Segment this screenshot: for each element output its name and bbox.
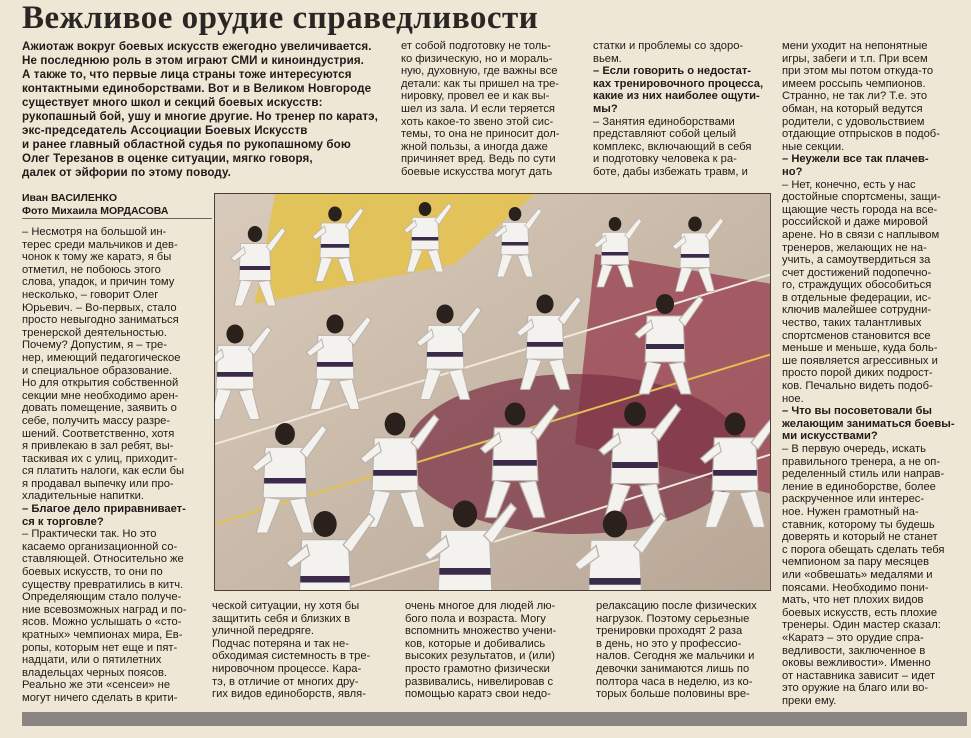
text-line: жной пользы, а иногда даже (401, 140, 548, 153)
text-line: игры, забеги и т.п. При всем (782, 52, 928, 65)
text-line: нер, имеющий педагогическое (22, 351, 181, 364)
interview-question-line: – Что вы посоветовали бы (782, 405, 932, 418)
text-line: хоть какое-то звено этой сис- (401, 115, 554, 128)
text-line: ключив малейшее сотрудни- (782, 304, 932, 317)
text-line: чонок к тому же каратэ, я бы (22, 251, 172, 264)
text-line: я продавал выпечку или про- (22, 477, 174, 490)
lead-paragraph (22, 40, 392, 180)
article-column-2-top (401, 40, 587, 179)
text-line: учить, а самоутвердиться за (782, 254, 931, 267)
text-line: могут ничего сделать в крити- (22, 691, 178, 704)
text-line: ков, которые и добивались (405, 637, 546, 650)
text-line: и подготовку человека к ра- (593, 153, 737, 166)
article-column-1 (22, 226, 212, 705)
text-line: го, страждущих обособиться (782, 279, 932, 292)
article-column-3-top (593, 40, 769, 179)
text-line: поясами. Необходимо пони- (782, 581, 929, 594)
text-line: это оружие на благо или во- (782, 682, 929, 695)
text-line: просто порой диких подрост- (782, 367, 933, 380)
text-line: тренеры. Один мастер сказал: (782, 619, 941, 632)
text-line: при этом мы потом откуда-то (782, 65, 934, 78)
interview-question-line: мы? (593, 102, 618, 115)
interview-question-line: но? (782, 165, 803, 178)
text-line: высоких результатов, и (или) (405, 650, 555, 663)
text-line: Реально же эти «сенсеи» не (22, 679, 171, 692)
text-line: Определяющим стало получе- (22, 591, 182, 604)
text-line: чемпионом за пару месяцев (782, 556, 930, 569)
text-line: вьем. (593, 52, 622, 65)
lead-line: Ажиотаж вокруг боевых искусств ежегодно увеличивается. (22, 40, 372, 53)
text-line: боевые искусства могут дать (401, 165, 553, 178)
article-column-2-bottom (212, 600, 398, 701)
text-line: шений. Соответственно, хотя (22, 427, 175, 440)
text-line: нировку, провел ее и как вы- (401, 90, 550, 103)
text-line: торых больше половины вре- (596, 688, 750, 701)
text-line: чество, таких талантливых (782, 317, 922, 330)
text-line: или «обвешать» медалями и (782, 568, 933, 581)
byline (22, 192, 212, 217)
text-line: отметил, не побоюсь этого (22, 263, 161, 276)
text-line: таскивая их с улиц, приходит- (22, 452, 178, 465)
text-line: от наставника зависит – идет (782, 669, 935, 682)
text-line: ставляющей. Относительно же (22, 553, 184, 566)
text-line: – Несмотря на большой ин- (22, 226, 167, 238)
text-line: Юрьевич. – Во-первых, стало (22, 301, 177, 314)
lead-line: Олег Терезанов в оценке ситуации, мягко говоря, (22, 152, 313, 165)
text-line: правильного тренера, а не оп- (782, 455, 941, 468)
text-line: уличной передряге. (212, 625, 315, 638)
text-line: меньше и меньше, куда боль- (782, 342, 938, 355)
interview-question-line: – Если говорить о недостат- (593, 65, 752, 78)
text-line: ясов. Можно услышать о «сто- (22, 616, 182, 629)
text-line: обходимая системность в тре- (212, 650, 371, 663)
text-line: и специальное образование. (22, 364, 173, 377)
text-line: в день, но это у профессио- (596, 637, 742, 650)
headline: Вежливое орудие справедливости (22, 0, 539, 36)
text-line: нировочном процессе. Кара- (212, 662, 362, 675)
text-line: развивались, нивелировав с (405, 675, 554, 688)
text-line: ков. Печально видеть подоб- (782, 380, 933, 393)
text-line: ление в единоборстве, более (782, 480, 936, 493)
text-line: ропы, которым нет еще и пят- (22, 641, 178, 654)
byline-author: Иван ВАСИЛЕНКО (22, 192, 118, 204)
text-line: мени уходит на непонятные (782, 40, 928, 52)
text-line: ную, духовную, где важны все (401, 65, 558, 78)
text-line: Странно, не так ли? Т.е. это (782, 90, 928, 103)
photo-illustration (215, 194, 771, 591)
byline-divider (22, 218, 212, 219)
text-line: ся платить налоги, как если бы (22, 465, 185, 478)
text-line: ческой ситуации, ну хотя бы (212, 600, 360, 612)
article-column-3-bottom (405, 600, 591, 701)
lead-line: контактными единоборствами. Вот и в Великом Новгороде (22, 82, 372, 95)
text-line: – Занятия единоборствами (593, 115, 735, 128)
interview-question-line: – Благое дело приравнивает- (22, 503, 186, 516)
text-line: ставник, которому ты будешь (782, 518, 935, 531)
text-line: щающие честь города на все- (782, 203, 938, 216)
text-line: релаксацию после физических (596, 600, 757, 612)
text-line: я привлекаю в зал ребят, вы- (22, 440, 174, 453)
text-line: российской и даже мировой (782, 216, 928, 229)
text-line: несколько, – говорит Олег (22, 288, 159, 301)
interview-question-line: какие из них наиболее ощути- (593, 90, 760, 103)
text-line: боевых искусств, то они по (22, 566, 163, 579)
text-line: защитить себя и близких в (212, 612, 351, 625)
text-line: преки ему. (782, 694, 837, 707)
text-line: «Каратэ – это орудие спра- (782, 631, 924, 644)
text-line: ше появляется агрессивных и (782, 354, 938, 367)
text-line: раскрученное или интерес- (782, 493, 925, 506)
text-line: ко физическую, но и мораль- (401, 52, 553, 65)
text-line: просто грамотно физически (405, 662, 550, 675)
text-line: просто невыгодно заниматься (22, 314, 179, 327)
text-line: – Нет, конечно, есть у нас (782, 178, 916, 191)
text-line: слова, упадок, и причин тому (22, 276, 175, 289)
text-line: вспомнить множество учени- (405, 625, 557, 638)
text-line: мать, что нет плохих видов (782, 594, 924, 607)
lead-line: Не последнюю роль в этом играют СМИ и киноиндустрия. (22, 54, 365, 67)
text-line: шел из зала. И если теряется (401, 102, 555, 115)
lead-line: далек от эйфории по этому поводу. (22, 166, 231, 179)
interview-question-line: ках тренировочного процесса, (593, 77, 764, 90)
text-line: помощью каратэ свои недо- (405, 688, 551, 701)
text-line: секции мне необходимо арен- (22, 389, 179, 402)
article-column-5-bottom (596, 600, 778, 701)
text-line: тэ, в отличие от многих дру- (212, 675, 359, 688)
text-line: ределенный стиль или направ- (782, 468, 945, 481)
text-line: Но для открытия собственной (22, 377, 179, 390)
text-line: нагрузок. Поэтому серьезные (596, 612, 750, 625)
byline-photo-credit: Фото Михаила МОРДАСОВА (22, 204, 169, 217)
text-line: достойные спортсмены, защи- (782, 191, 941, 204)
lead-line: А также то, что первые лица страны тоже интересуются (22, 68, 352, 81)
text-line: кратных» чемпионах мира, Ев- (22, 629, 183, 641)
text-line: представляют собой целый (593, 128, 737, 141)
text-line: арене. Но в связи с наплывом (782, 228, 940, 241)
text-line: комплекс, включающий в себя (593, 140, 752, 153)
text-line: ние всевозможных наград и по- (22, 603, 187, 616)
article-column-4 (782, 40, 962, 707)
text-line: обман, на который ведутся (782, 102, 923, 115)
text-line: гих видов единоборств, явля- (212, 688, 366, 701)
text-line: полтора часа в неделю, из ко- (596, 675, 753, 688)
text-line: надцати, или о пятилетних (22, 654, 162, 667)
text-line: оковы вежливости». Именно (782, 657, 931, 670)
text-line: терес среди мальчиков и дев- (22, 238, 178, 251)
lead-line: существует много школ и секций боевых искусств: (22, 96, 323, 109)
text-line: тренировки проходят 2 раза (596, 625, 743, 638)
text-line: ведливости, заключенное в (782, 644, 926, 657)
text-line: существу превратились в китч. (22, 578, 184, 591)
text-line: касаемо организационной со- (22, 540, 178, 553)
text-line: имеем россыпь чемпионов. (782, 77, 926, 90)
interview-question-line: ми искусствами? (782, 430, 878, 443)
text-line: – Практически так. Но это (22, 528, 157, 541)
text-line: причиняет вред. Ведь по сути (401, 153, 556, 166)
interview-question-line: ся к торговле? (22, 515, 104, 528)
text-line: налов. Сегодня же мальчики и (596, 650, 755, 663)
lead-line: и ранее главный областной судья по рукопашному бою (22, 138, 351, 151)
text-line: спортсменов становится все (782, 329, 931, 342)
text-line: очень многое для людей лю- (405, 600, 556, 612)
text-line: родители, с удовольствием (782, 115, 925, 128)
text-line: хладительные напитки. (22, 490, 144, 503)
text-line: доверять и который не станет (782, 531, 938, 544)
karate-class-photo (214, 193, 771, 591)
interview-question-line: – Неужели все так плачев- (782, 153, 929, 166)
text-line: ное. Нужен грамотный на- (782, 505, 919, 518)
text-line: детали: как ты пришел на тре- (401, 77, 560, 90)
text-line: Почему? Допустим, я – тре- (22, 339, 167, 352)
text-line: ные секции. (782, 140, 845, 153)
text-line: владельцах черных поясов. (22, 666, 168, 679)
text-line: отдающие отпрысков в подоб- (782, 128, 940, 141)
lead-line: экс-председатель Ассоциации Боевых Искусств (22, 124, 308, 137)
text-line: бого пола и возраста. Могу (405, 612, 546, 625)
text-line: тренеров, желающих не на- (782, 241, 927, 254)
text-line: себе, получить массу разре- (22, 414, 171, 427)
text-line: девочки занимаются лишь по (596, 662, 750, 675)
text-line: ет собой подготовку не толь- (401, 40, 551, 52)
text-line: ное. (782, 392, 804, 405)
text-line: довать помещение, заявить о (22, 402, 177, 415)
interview-question-line: желающим заниматься боевы- (782, 417, 955, 430)
text-line: счет достижений подопечно- (782, 266, 932, 279)
text-line: Подчас потеряна и так не- (212, 637, 349, 650)
text-line: с порога обещать сделать тебя (782, 543, 945, 556)
text-line: тренерской деятельностью. (22, 326, 167, 339)
text-line: статки и проблемы со здоро- (593, 40, 744, 52)
text-line: в отдельные федерации, ис- (782, 291, 932, 304)
text-line: темы, то она не приносит дол- (401, 128, 560, 141)
lead-line: рукопашный бой, ушу и многие другие. Но тренер по каратэ, (22, 110, 379, 123)
text-line: боевых искусств, есть плохие (782, 606, 938, 619)
text-line: боте, дабы избежать травм, и (593, 165, 748, 178)
text-line: – В первую очередь, искать (782, 443, 926, 455)
page-bottom-bar (22, 712, 967, 726)
